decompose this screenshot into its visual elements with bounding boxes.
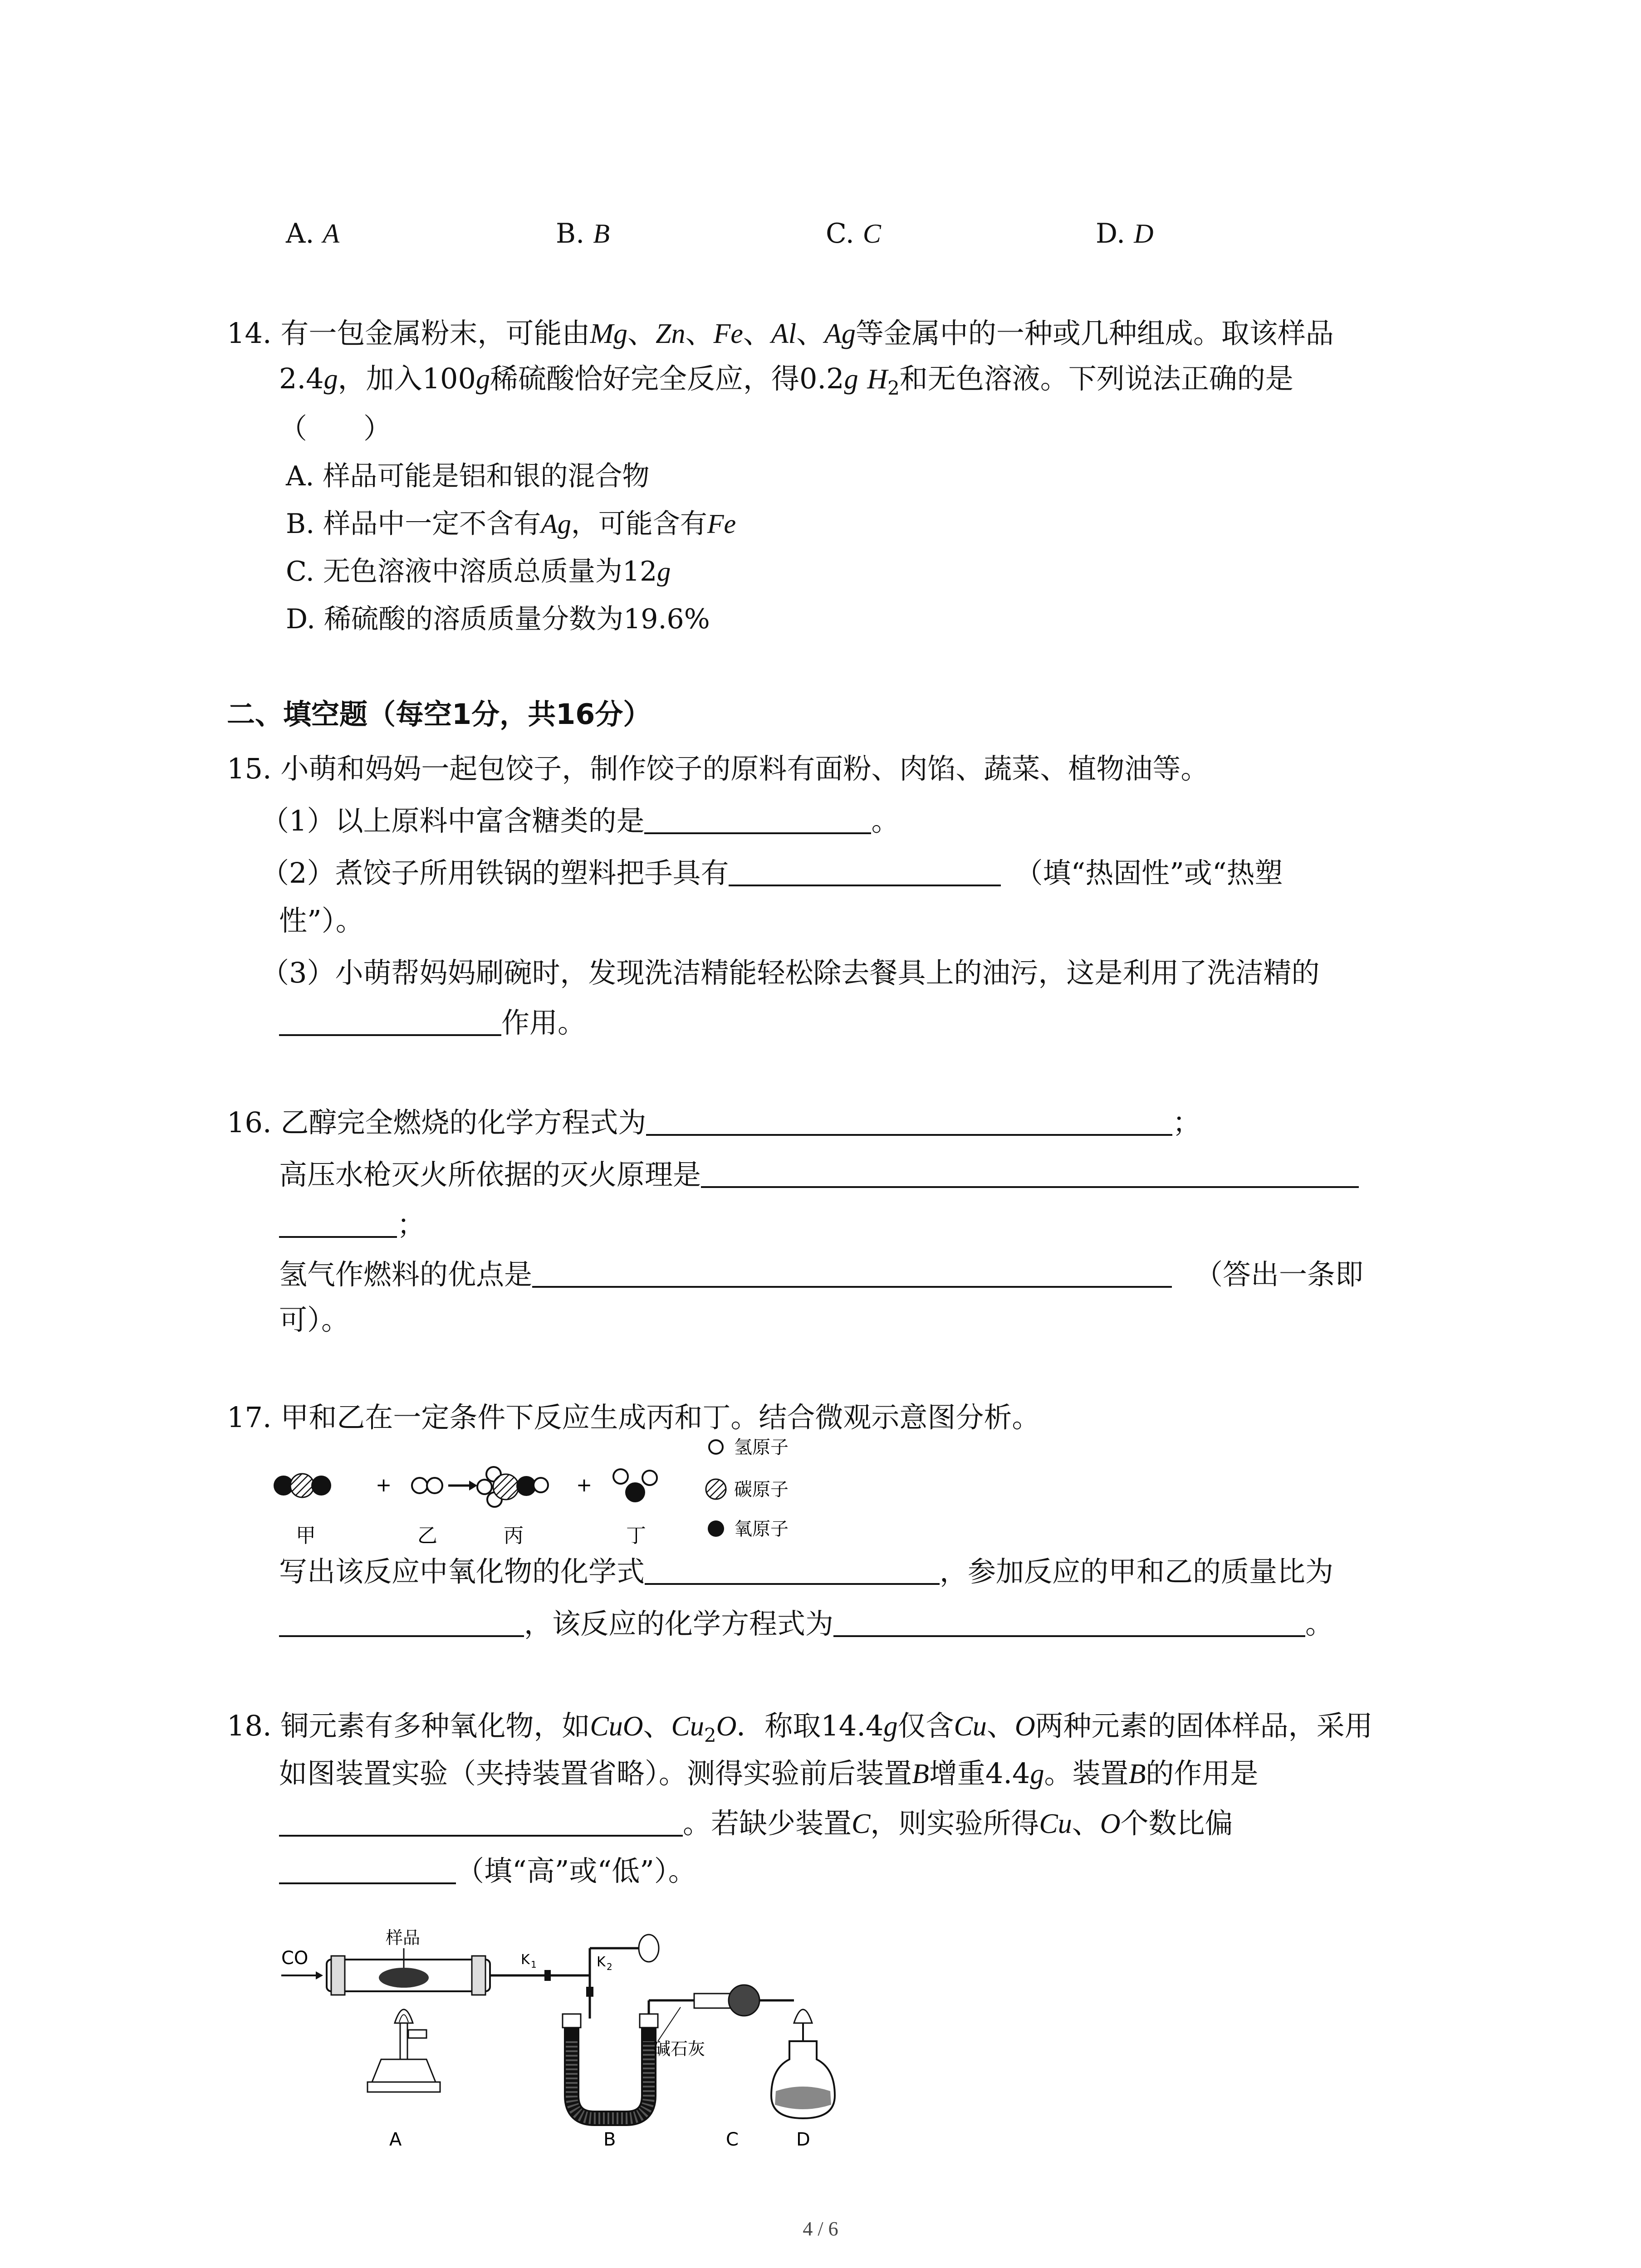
q18-line-4: （填“高”或“低”）。 <box>279 1851 696 1892</box>
q16-line-1: 16. 乙醇完全燃烧的化学方程式为 ； <box>227 1106 1201 1139</box>
co-label: CO <box>281 1948 309 1969</box>
q14-option-a[interactable]: A. 样品可能是铝和银的混合物 <box>286 460 650 492</box>
answer-blank[interactable] <box>279 1005 501 1036</box>
q13-option-c[interactable]: C. C <box>826 218 881 249</box>
q13-option-a[interactable]: A. A <box>286 218 340 249</box>
reaction-arrow <box>448 1481 477 1491</box>
q17-molecule-diagram <box>272 1433 907 1560</box>
answer-blank[interactable] <box>279 1806 683 1837</box>
answer-blank[interactable] <box>644 803 871 834</box>
molecule-ding <box>613 1469 657 1502</box>
svg-text:+: + <box>376 1474 392 1496</box>
molecule-bing <box>477 1467 548 1507</box>
label-a: A <box>389 2129 402 2150</box>
svg-text:碳原子: 碳原子 <box>734 1479 789 1500</box>
q18-line-3: 。若缺少装置C，则实验所得Cu、O个数比偏 <box>279 1803 1233 1844</box>
sample-label: 样品 <box>386 1928 421 1948</box>
answer-blank[interactable] <box>279 1207 397 1238</box>
svg-text:氧原子: 氧原子 <box>734 1519 789 1540</box>
q13-option-b[interactable]: B. B <box>556 218 610 249</box>
q14-option-d[interactable]: D. 稀硫酸的溶质质量分数为19.6% <box>286 603 710 635</box>
q15-part-2-cont: 性”）。 <box>279 904 364 937</box>
answer-blank[interactable] <box>729 855 1001 886</box>
q18-apparatus-figure <box>272 1905 907 2159</box>
q18-line-2: 如图装置实验（夹持装置省略）。测得实验前后装置B增重4.4g。装置B的作用是 <box>279 1757 1259 1790</box>
answer-blank[interactable] <box>701 1157 1359 1188</box>
svg-text:1: 1 <box>531 1959 537 1970</box>
label-d: D <box>796 2129 810 2150</box>
label-b: B <box>603 2129 616 2150</box>
molecule-yi <box>412 1478 442 1493</box>
svg-text:+: + <box>576 1474 593 1496</box>
label-bing: 丙 <box>504 1524 524 1547</box>
q16-line-3: ； <box>279 1204 425 1245</box>
q17-line-2: ，该反应的化学方程式为 。 <box>279 1603 1333 1644</box>
soda-lime-label: 碱石灰 <box>653 2039 705 2059</box>
apparatus-b-u-tube <box>563 2000 705 2150</box>
q15-part-3-cont: 作用。 <box>279 1002 586 1043</box>
q15-part-3: （3）小萌帮妈妈刷碗时，发现洗洁精能轻松除去餐具上的油污，这是利用了洗洁精的 <box>261 956 1320 989</box>
legend <box>706 1437 789 1540</box>
q17-stem: 17. 甲和乙在一定条件下反应生成丙和丁。结合微观示意图分析。 <box>227 1401 1040 1434</box>
answer-blank[interactable] <box>279 1606 524 1637</box>
q16-line-2: 高压水枪灭火所依据的灭火原理是 <box>279 1154 1359 1195</box>
valve-assembly <box>490 1935 659 2019</box>
answer-blank[interactable] <box>532 1257 1172 1288</box>
q15-part-1: （1）以上原料中富含糖类的是 。 <box>261 804 900 837</box>
answer-blank[interactable] <box>833 1606 1305 1637</box>
q14-option-b[interactable]: B. 样品中一定不含有Ag，可能含有Fe <box>286 508 736 540</box>
q18-line-1: 18. 铜元素有多种氧化物，如CuO、$Cu_2O$．称取14.4g仅含Cu、O两种元素的固体样品，采用 <box>227 1709 1373 1746</box>
q14-answer-paren: （ ） <box>279 412 392 445</box>
apparatus-d <box>771 2009 835 2150</box>
valve-k2: K <box>597 1954 606 1970</box>
q14-option-c[interactable]: C. 无色溶液中溶质总质量为12g <box>286 556 671 587</box>
svg-text:氢原子: 氢原子 <box>734 1437 789 1458</box>
q16-line-5: 可）。 <box>279 1303 350 1336</box>
q13-option-d[interactable]: D. D <box>1096 218 1154 249</box>
apparatus-a <box>327 1928 490 2150</box>
answer-blank[interactable] <box>279 1853 456 1884</box>
answer-blank[interactable] <box>645 1554 940 1585</box>
q14-line-2: 2.4g，加入100g稀硫酸恰好完全反应，得0.2g $H_2$和无色溶液。下列说法正确的是 <box>279 362 1293 399</box>
valve-k1: K <box>521 1952 530 1968</box>
q17-line-1: 写出该反应中氧化物的化学式 ，参加反应的甲和乙的质量比为 <box>279 1555 1334 1588</box>
label-jia: 甲 <box>296 1524 316 1547</box>
q15-part-2: （2）煮饺子所用铁锅的塑料把手具有 （填“热固性”或“热塑 <box>261 856 1283 890</box>
q16-line-4: 氢气作燃料的优点是 （答出一条即 <box>279 1258 1364 1291</box>
page-number: 4 / 6 <box>803 2218 838 2240</box>
answer-blank[interactable] <box>646 1105 1172 1136</box>
svg-text:2: 2 <box>607 1961 612 1972</box>
label-ding: 丁 <box>626 1524 646 1547</box>
section-2-title: 二、填空题（每空1分，共16分） <box>227 698 652 731</box>
q15-stem: 15. 小萌和妈妈一起包饺子，制作饺子的原料有面粉、肉馅、蔬菜、植物油等。 <box>227 752 1209 785</box>
molecule-jia <box>274 1474 331 1497</box>
label-c: C <box>726 2129 739 2150</box>
label-yi: 乙 <box>417 1524 437 1547</box>
q14-line-1: 14. 有一包金属粉末，可能由Mg、Zn、Fe、Al、Ag等金属中的一种或几种组成。取该样品 <box>227 317 1334 350</box>
